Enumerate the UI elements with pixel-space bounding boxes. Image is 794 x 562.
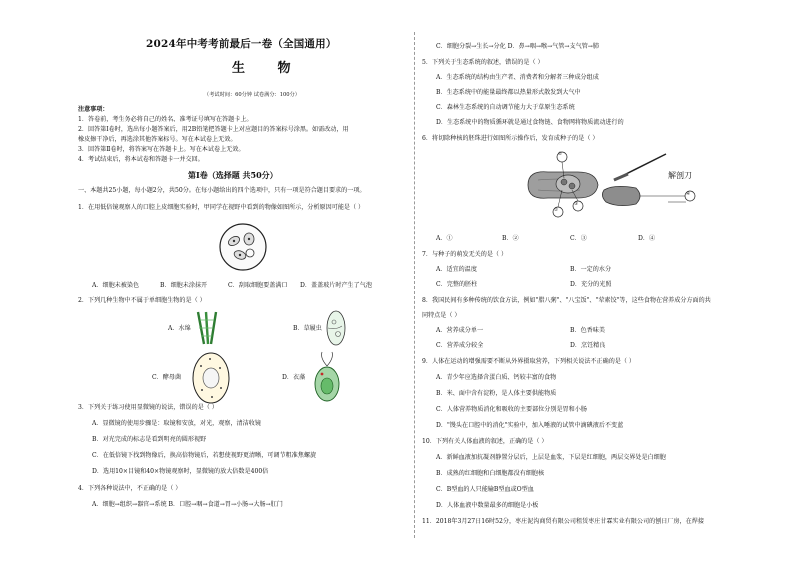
option: C．营养成分较全 (436, 342, 484, 349)
organism-label: D．衣藻 (282, 374, 306, 381)
option: C．完整的胚柱 (436, 281, 478, 288)
question-4-stem: 4．下列各种说法中，不正确的是（ ） (78, 485, 182, 492)
option: B．色香味美 (570, 327, 605, 334)
option: A．青少年应选择含蛋白质、钙较丰富的食物 (436, 374, 557, 381)
note-item: 2．回答第Ⅰ卷时，选出每小题答案后，用2B铅笔把答题卡上对应题目的答案标号涂黑。如需改动，用 (78, 126, 349, 133)
question-11-stem: 11．2018年3月27日16时52分，枣庄泥沟商贸有限公司租赁枣庄甘霖实业有限公司的刨日厂房，在焊接 (422, 518, 704, 525)
option: D．充分的光照 (570, 281, 612, 288)
note-item: 4．考试结束后，将本试卷和答题卡一并交回。 (78, 156, 204, 163)
option: D．"馒头在口腔中的消化"实验中，加入唾液的试管中滴碘液后不变蓝 (436, 422, 624, 429)
section-instruction: 一、本题共25小题，每小题2分，共50分。在每小题给出的四个选项中，只有一项是符合题目要求的一项。 (78, 187, 366, 194)
paramecium-figure (322, 308, 350, 352)
option: A．细胞未被染色 (92, 282, 140, 289)
mark-label: ③ (574, 202, 579, 207)
option: A．① (436, 235, 453, 242)
option: C．人体营养物质消化和吸收的主要部位分别是胃和小肠 (436, 406, 587, 413)
chlamydomonas-figure (312, 350, 342, 406)
organism-label: A．水绵 (168, 325, 191, 332)
option: B．米、面中含有淀粉，是人体主要供能物质 (436, 390, 557, 397)
question-8-stem: 8．我国民间有多种传统的饮食方法，例如"腊八粥"、"八宝饭"、"荤素饺"等，这些食物在营养成分方面的共 (422, 297, 711, 304)
ovule-dissection-figure (518, 150, 698, 224)
mark-label: ① (558, 152, 563, 157)
option: D．烹饪精良 (570, 342, 606, 349)
option: C．在低倍镜下找到物像后，换高倍物镜后，若想使视野更清晰，可调节粗准焦螺旋 (92, 452, 317, 459)
option: A．营养成分单一 (436, 327, 484, 334)
section-title: 第Ⅰ卷（选择题 共50分） (188, 170, 278, 180)
knife-label: 解剖刀 (668, 171, 692, 180)
option: B．细胞未涂抹开 (160, 282, 208, 289)
question-2-stem: 2．下列几种生物中不属于单细胞生物的是（ ） (78, 297, 206, 304)
option: A．细胞→组织→器官→系统 B．口腔→咽→食道→胃→小肠→大肠→肛门 (92, 501, 283, 508)
option: C．③ (570, 235, 587, 242)
question-9-stem: 9．人体在运动的增强需要不断从外界摄取营养，下列相关说法不正确的是（ ） (422, 358, 636, 365)
question-5-stem: 5．下列关于生态系统的叙述，错误的是（ ） (422, 59, 544, 66)
option: D．选用10×目镜和40×物镜观察时，显微镜的放大倍数是400倍 (92, 468, 269, 475)
option: A．新鲜血液加抗凝剂静置分层后，上层是血浆，下层是红细胞，两层交界处是白细胞 (436, 454, 666, 461)
option: B．生态系统中的能量最终都以热量形式散发到大气中 (436, 89, 581, 96)
option: D．④ (638, 235, 656, 242)
option: A．适宜的温度 (436, 266, 477, 273)
question-7-stem: 7．与种子的萌发无关的是（ ） (422, 251, 508, 258)
note-item: 橡皮擦干净后，再选涂其他答案标号。写在本试卷上无效。 (78, 136, 237, 143)
spirogyra-figure (194, 310, 222, 350)
exam-title: 2024年中考考前最后一卷（全国通用） (146, 38, 337, 50)
option: A．生态系统的结构由生产者、消费者和分解者三种成分组成 (436, 74, 599, 81)
option: C．细胞分裂→生长→分化 D．鼻→咽→喉→气管→支气管→肺 (436, 43, 600, 50)
subject-title: 生 物 (232, 61, 305, 76)
note-item: 1．答卷前，考生务必将自己的姓名、准考证号填写在答题卡上。 (78, 116, 253, 123)
mark-label: ② (554, 208, 559, 213)
column-divider (414, 32, 415, 538)
note-item: 3．回答第Ⅱ卷时，将答案写在答题卡上。写在本试卷上无效。 (78, 146, 245, 153)
question-10-stem: 10．下列有关人体血液的叙述，正确的是（ ） (422, 438, 548, 445)
option: C．森林生态系统的自动调节能力大于草原生态系统 (436, 104, 575, 111)
question-1-stem: 1．在用低倍镜观察人的口腔上皮细胞实验时，甲同学在视野中看到的物像如图所示，分析原因可能是（ ） (78, 204, 365, 211)
yeast-figure (190, 350, 232, 410)
mark-label: ④ (686, 192, 691, 197)
option: A．显微镜的使用步骤是：取镜和安放，对光，观察，清洁收镜 (92, 420, 261, 427)
option: B．对光完成的标志是看到明亮的圆形视野 (92, 436, 207, 443)
notes-heading: 注意事项： (78, 106, 109, 113)
organism-label: B．草履虫 (293, 325, 322, 332)
option: C．刮取细胞要盖满口 (228, 282, 288, 289)
option: D．人体血液中数量最多的细胞是小板 (436, 502, 539, 509)
option: B．成熟的红细胞和白细胞都没有细胞核 (436, 470, 545, 477)
option: B．② (502, 235, 519, 242)
question-3-stem: 3．下列关于练习使用显微镜的说法，错误的是（ ） (78, 404, 218, 411)
question-8-stem-cont: 同特点是（ ） (422, 312, 461, 319)
option: C．B型血的人只能输B型血或O型血 (436, 486, 534, 493)
option: D．生态系统中的物质循环就是通过食物链、食物网将物质流动进行的 (436, 119, 624, 126)
organism-label: C．酵母菌 (152, 374, 182, 381)
option: D．盖盖玻片时产生了气泡 (300, 282, 372, 289)
option: B．一定的水分 (570, 266, 612, 273)
exam-meta: （考试时间：60分钟 试卷满分：100分） (204, 92, 300, 98)
cells-microscope-figure (218, 222, 268, 276)
question-6-stem: 6．将切除种核的胚珠进行如图所示操作后，发育成种子的是（ ） (422, 135, 599, 142)
